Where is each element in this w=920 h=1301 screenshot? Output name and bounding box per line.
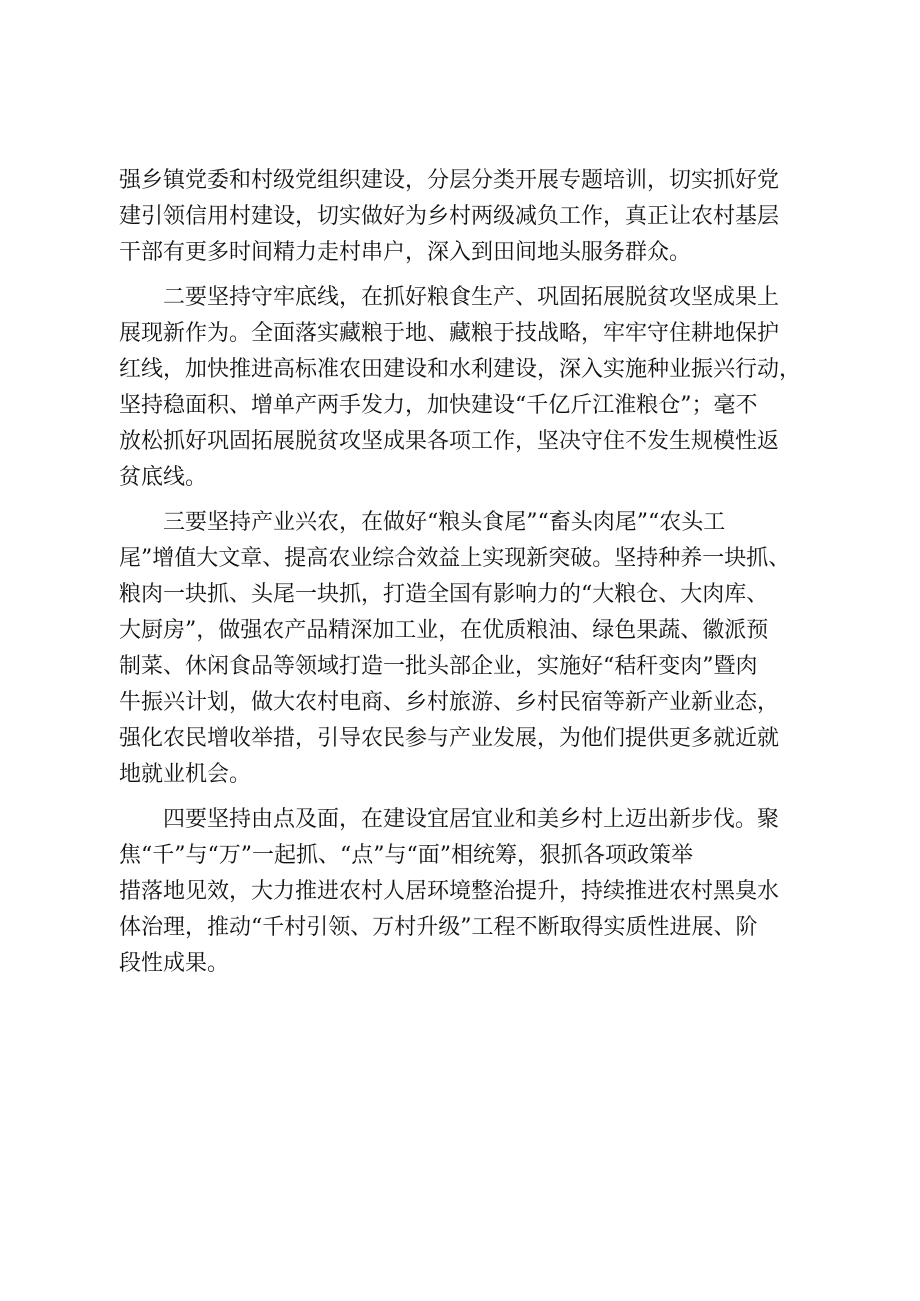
document-body [119,163,823,982]
text-line: 四要坚持由点及面，在建设宜居宜业和美乡村上迈出新步伐。聚 [163,807,780,832]
text-line: 三要坚持产业兴农，在做好“粮头食尾”“畜头肉尾”“农头工 [163,510,726,535]
paragraph-2 [119,280,823,496]
text-line: 焦“千”与“万”一起抓、“点”与“面”相统筹，狠抓各项政策举 [119,843,693,868]
text-line: 干部有更多时间精力走村串户，深入到田间地头服务群众。 [119,240,692,265]
text-line: 放松抓好巩固拓展脱贫攻坚成果各项工作，坚决守住不发生规模性返 [119,429,780,454]
text-line: 地就业机会。 [119,762,252,787]
text-line: 贫底线。 [119,465,208,490]
text-line: 坚持稳面积、增单产两手发力，加快建设“千亿斤江淮粮仓”；毫不 [119,393,758,418]
text-line: 强乡镇党委和村级党组织建设，分层分类开展专题培训，切实抓好党 [119,168,780,193]
text-line: 强化农民增收举措，引导农民参与产业发展，为他们提供更多就近就 [119,726,780,751]
text-line: 建引领信用村建设，切实做好为乡村两级减负工作，真正让农村基层 [119,204,780,229]
text-line: 制菜、休闲食品等领域打造一批头部企业，实施好“秸秆变肉”暨肉 [119,654,758,679]
text-line: 尾”增值大文章、提高农业综合效益上实现新突破。坚持种养一块抓、 [119,546,791,571]
text-line: 二要坚持守牢底线，在抓好粮食生产、巩固拓展脱贫攻坚成果上 [163,285,780,310]
text-line: 展现新作为。全面落实藏粮于地、藏粮于技战略，牢牢守住耕地保护 [119,321,780,346]
paragraph-4 [119,802,823,982]
text-line: 措落地见效，大力推进农村人居环境整治提升，持续推进农村黑臭水 [119,879,780,904]
text-line: 牛振兴计划，做大农村电商、乡村旅游、乡村民宿等新产业新业态， [119,690,780,715]
text-line: 红线，加快推进高标准农田建设和水利建设，深入实施种业振兴行动， [119,357,802,382]
text-line: 体治理，推动“千村引领、万村升级”工程不断取得实质性进展、阶 [119,915,758,940]
text-line: 段性成果。 [119,951,230,976]
paragraph-1 [119,163,823,271]
text-line: 大厨房”，做强农产品精深加工业，在优质粮油、绿色果蔬、徽派预 [119,618,769,643]
paragraph-3 [119,505,823,793]
text-line: 粮肉一块抓、头尾一块抓，打造全国有影响力的“大粮仓、大肉库、 [119,582,769,607]
